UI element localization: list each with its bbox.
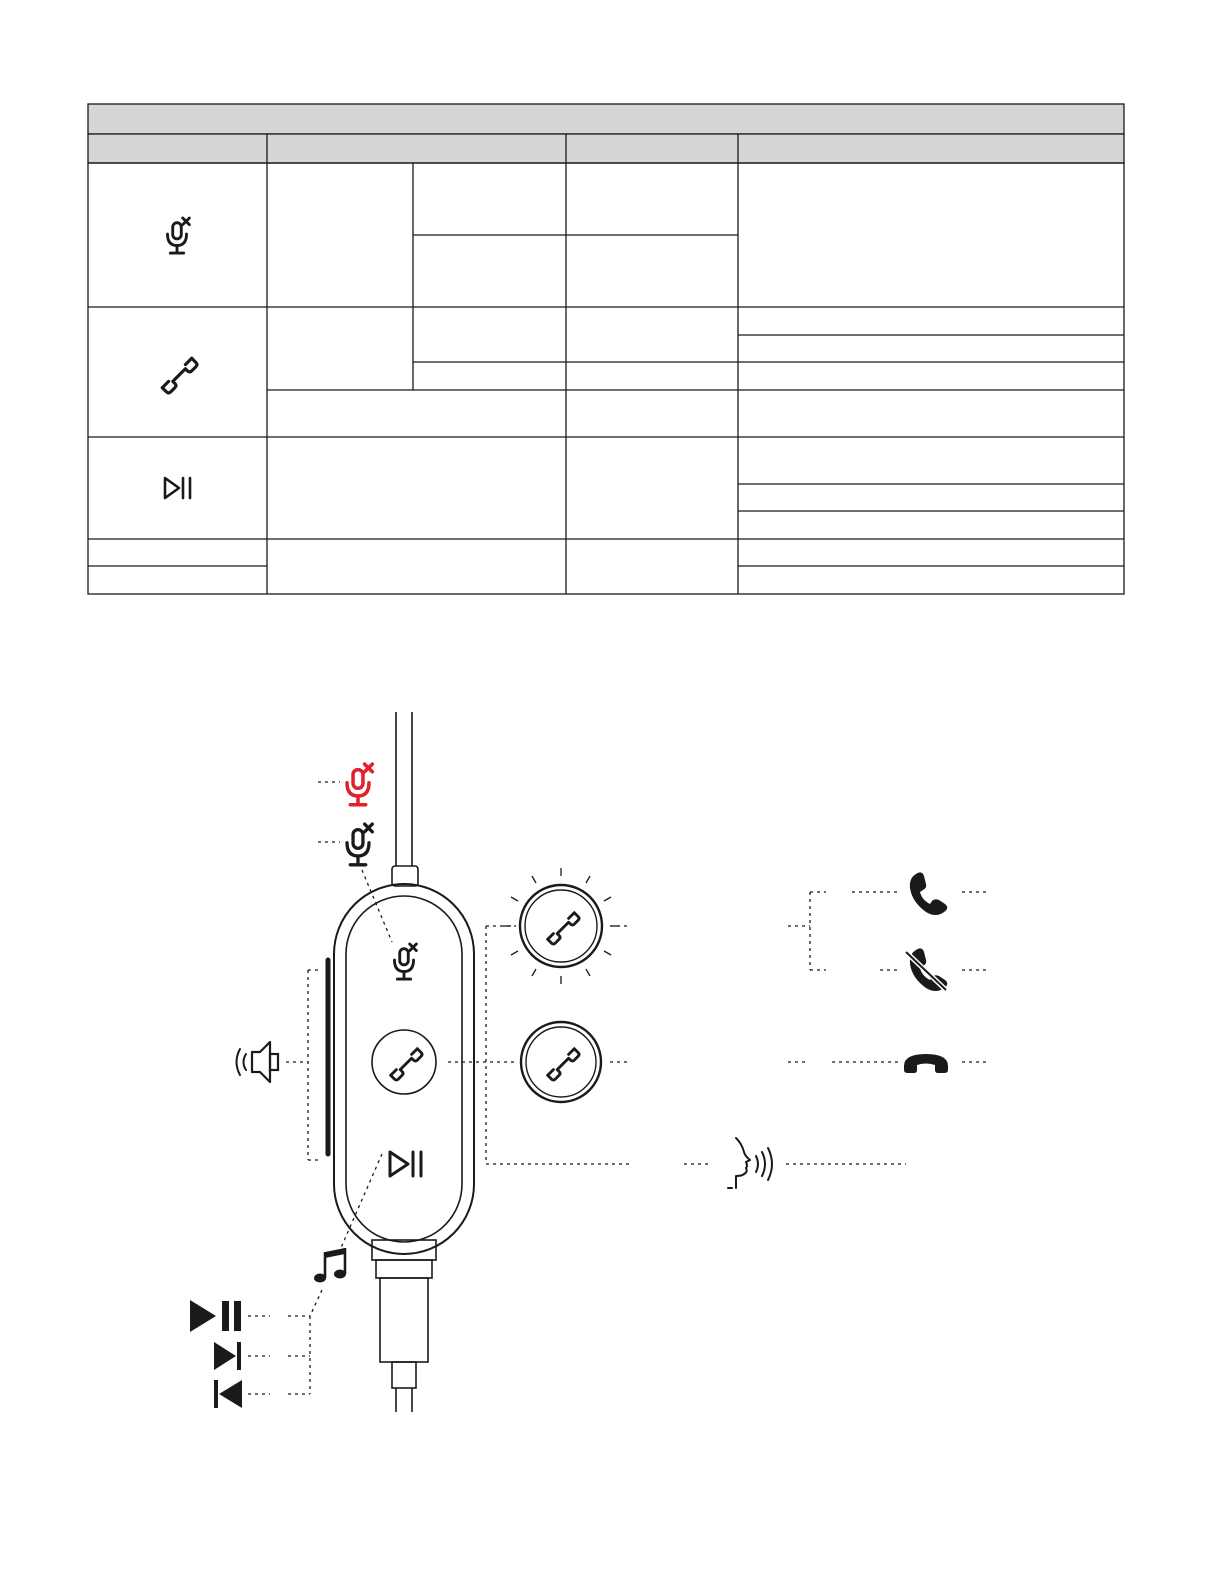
- mic-muted-icon: [347, 824, 372, 865]
- call-button[interactable]: [372, 1030, 436, 1094]
- function-table: [88, 104, 1124, 594]
- end-call-icon: [904, 1054, 948, 1073]
- table-mic-mute-icon: [168, 218, 190, 253]
- cable-top: [392, 712, 418, 886]
- voice-assistant-icon: [728, 1138, 772, 1188]
- mic-muted-red-icon: [347, 764, 372, 805]
- previous-track-icon: [214, 1380, 242, 1408]
- next-track-icon: [214, 1342, 241, 1370]
- table-play-pause-icon: [165, 478, 190, 498]
- play-pause-large-icon: [190, 1300, 241, 1332]
- mute-button[interactable]: [395, 944, 417, 979]
- table-body: [88, 163, 1124, 594]
- music-note-icon: [314, 1248, 346, 1283]
- play-pause-button[interactable]: [390, 1152, 421, 1176]
- reject-call-icon: [906, 948, 947, 991]
- table-title-bar: [88, 104, 1124, 134]
- cable-bottom: [372, 1240, 436, 1412]
- speaker-volume-icon: [237, 1042, 279, 1082]
- table-call-handset-icon: [162, 358, 197, 393]
- inline-controller-diagram: [190, 712, 990, 1412]
- active-call-icon: [521, 1022, 601, 1102]
- answer-call-icon: [910, 872, 947, 915]
- table-header-row: [88, 134, 1124, 163]
- incoming-call-blinking-icon: [503, 868, 619, 984]
